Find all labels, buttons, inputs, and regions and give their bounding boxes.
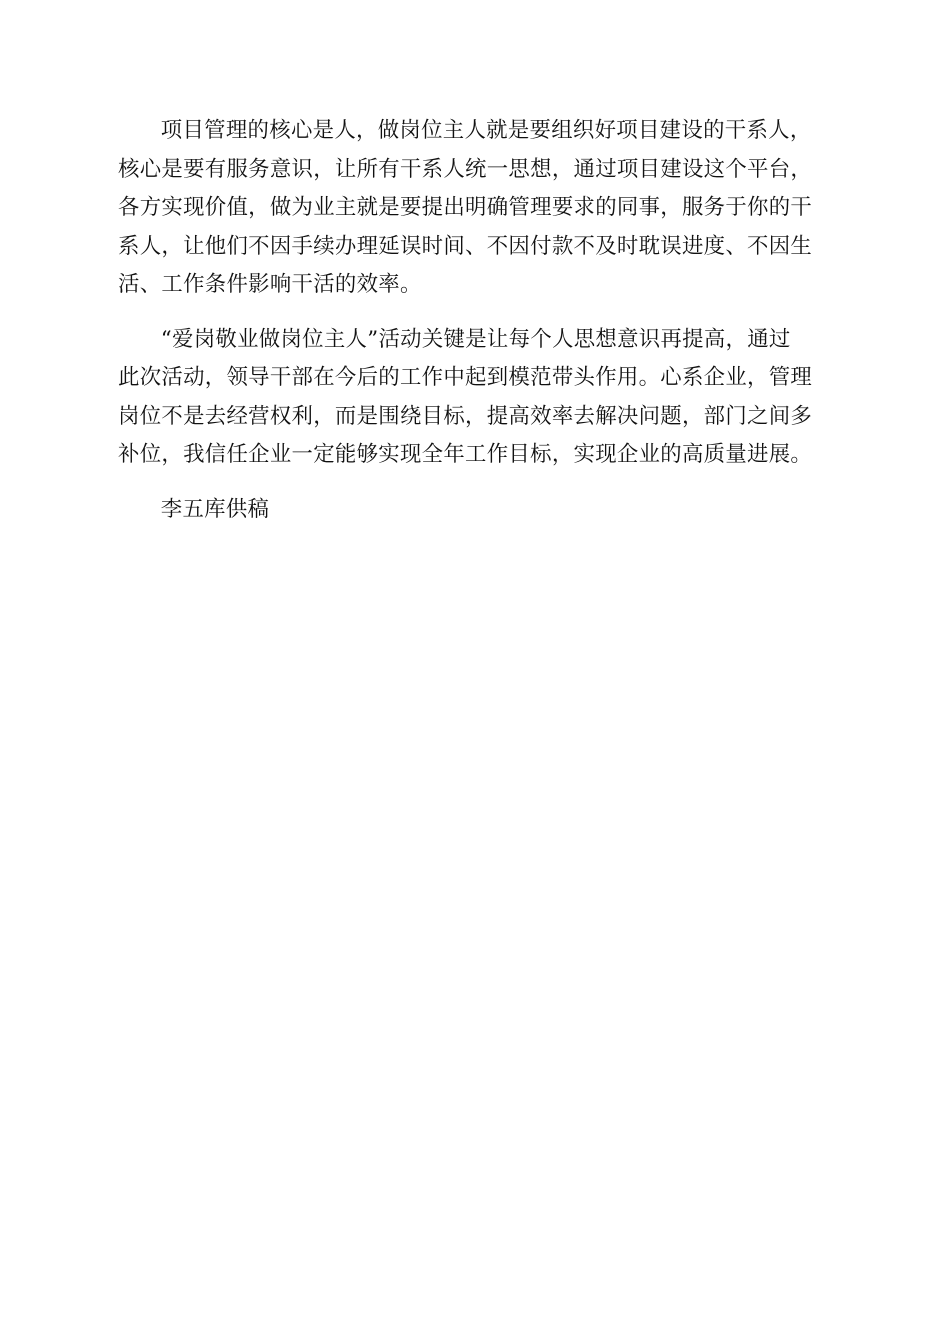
paragraph-1-line-3: 各方实现价值，做为业主就是要提出明确管理要求的同事，服务于你的干 (118, 195, 813, 220)
paragraph-1-line-5: 活、工作条件影响干活的效率。 (118, 272, 422, 297)
paragraph-1 (118, 112, 834, 305)
paragraph-2-line-1: “爱岗敬业做岗位主人”活动关键是让每个人思想意识再提高，通过 (160, 326, 791, 352)
paragraph-2-line-4: 补位，我信任企业一定能够实现全年工作目标，实现企业的高质量进展。 (118, 442, 813, 467)
paragraph-2-line-3: 岗位不是去经营权利，而是围绕目标，提高效率去解决问题，部门之间多 (118, 403, 813, 429)
document-body (118, 112, 834, 529)
paragraph-2 (118, 321, 834, 475)
paragraph-2-line-2: 此次活动，领导干部在今后的工作中起到模范带头作用。心系企业，管理 (118, 365, 813, 390)
paragraph-1-line-4: 系人，让他们不因手续办理延误时间、不因付款不及时耽误进度、不因生 (118, 233, 813, 259)
signature-line: 李五库供稿 (160, 496, 270, 522)
paragraph-1-line-2: 核心是要有服务意识，让所有干系人统一思想，通过项目建设这个平台， (118, 156, 813, 182)
paragraph-1-line-1: 项目管理的核心是人，做岗位主人就是要组织好项目建设的干系人， (160, 118, 812, 143)
